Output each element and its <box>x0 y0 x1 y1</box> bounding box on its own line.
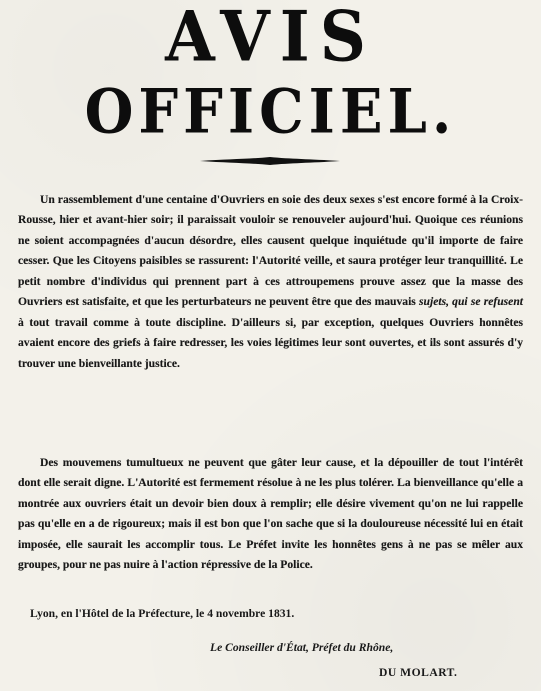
notice-paragraph-1-text: Un rassemblement d'une centaine d'Ouvriers en soie des deux sexes s'est encore formé à la Croix-Rousse, hier et avant-hier soir; il paraissait vouloir se renouveler aujourd'hui. Quoique ces réunions ne soient accompagnées d'aucun désordre, elles causent quelque inquiétude qu'il importe de faire cesser. Que les Citoyens paisibles se rassurent: l'Autorité veille, et saura protéger leur tranquillité. Le petit nombre d'individus qui prennent part à ces attroupemens prouve assez que la masse des Ouvriers est satisfaite, et que les perturbateurs ne peuvent être que des mauvais <box>18 192 523 309</box>
notice-paragraph-1-ending: à tout travail comme à toute discipline. D'ailleurs si, par exception, quelques Ouvriers honnêtes avaient encore des griefs à faire redresser, les voies légitimes leur sont ouvertes, et ils sont assurés d'y trouver une bienveillante justice. <box>18 315 523 370</box>
notice-paragraph-1-emphasis: sujets, qui se refusent <box>419 295 523 309</box>
decorative-divider-icon <box>200 157 340 165</box>
signature-title: Le Conseiller d'État, Préfet du Rhône, <box>210 641 394 654</box>
signature-name: DU MOLART. <box>379 666 458 679</box>
notice-paragraph-2: Des mouvemens tumultueux ne peuvent que gâter leur cause, et la dépouiller de tout l'intérêt dont elle serait digne. L'Autorité est fermement résolue à ne les plus tolérer. La bienveillance qu'elle a montrée aux ouvriers était un devoir bien doux à remplir; elle désire vivement qu'on ne lui rappelle pas qu'elle en a de rigoureux; mais il est bon que l'on sache que si la douloureuse nécessité lui en était imposée, elle saurait les accomplir tous. Le Préfet invite les honnêtes gens à ne pas se mêler aux groupes, pour ne pas nuire à l'action répressive de la Police. <box>18 455 523 572</box>
notice-paragraph-1 <box>18 190 523 375</box>
headline-officiel: OFFICIEL. <box>84 76 457 148</box>
dateline: Lyon, en l'Hôtel de la Préfecture, le 4 novembre 1831. <box>30 607 295 620</box>
headline-avis: AVIS <box>165 0 376 78</box>
